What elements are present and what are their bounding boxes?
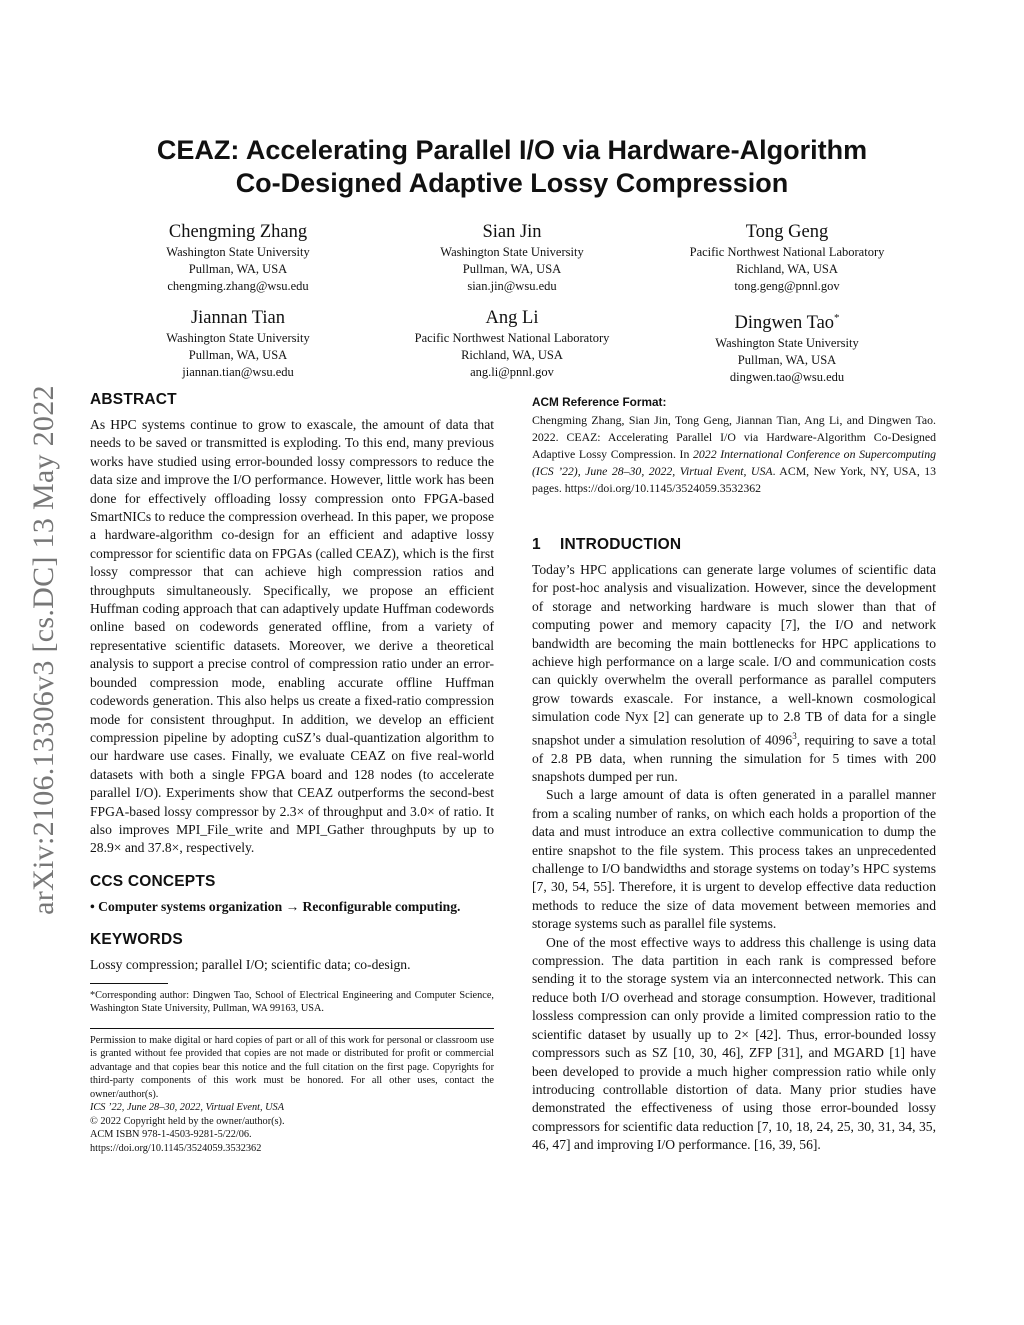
keywords-heading: KEYWORDS: [90, 931, 183, 949]
permission-notice: Permission to make digital or hard copies of part or all of this work for personal or classroom use is granted without fee provided that copies are not made or distributed for profit or commercial advantage and that copies bear this notice and the full citation on the first page. Copyrights for third-party components of this work must be honored. For all other uses, contact the owner/author(s).: [90, 1034, 494, 1100]
author-location: Richland, WA, USA: [736, 262, 838, 276]
author-block: [362, 220, 662, 295]
author-block: [88, 220, 388, 295]
intro-paragraph-3: One of the most effective ways to address this challenge is using data compression. The data partition in each rank is compressed before sending it to the storage system via an interconnected network. This can reduce both I/O overhead and storage consumption. However, traditional lossless compression can only provide a limited compression ratio to the scientific dataset by usually up to 2× [42]. Thus, error-bounded lossy compressors such as SZ [10, 30, 46], ZFP [31], and MGARD [1] have been developed to provide a much higher compression ratio while only introducing controllable distortion of data. Many prior studies have demonstrated the effectiveness of using those error-bounded lossy compressors for scientific data reduction [7, 10, 18, 24, 25, 30, 31, 34, 35, 46, 47] and improving I/O performance. [16, 39, 56].: [532, 934, 936, 1153]
right-column: [532, 390, 936, 1155]
author-location: Pullman, WA, USA: [462, 262, 562, 276]
permission-rule: [90, 1028, 494, 1029]
acm-reference-text: [532, 412, 936, 497]
acm-reference-publisher: . ACM, New York, NY, USA, 13 pages. https://doi.org/10.1145/3524059.3532362: [532, 464, 937, 495]
author-affiliation: Washington State University: [166, 245, 310, 259]
ccs-heading: CCS CONCEPTS: [90, 872, 216, 890]
author-block: [88, 306, 388, 381]
copyright-line: © 2022 Copyright held by the owner/author(s).: [90, 1115, 285, 1127]
abstract-text: As HPC systems continue to grow to exascale, the amount of data that needs to be saved or transmitted is exploding. To this end, many previous works have studied using error-bounded lossy compressors to reduce the data size and improve the I/O performance. However, little work has been done for effectively offloading lossy compression onto FPGA-based SmartNICs to reduce the compression overhead. In this paper, we propose a hardware-algorithm co-design for an efficient and adaptive lossy compressor for scientific data on FPGAs (called CEAZ), which is the first lossy compressor that can achieve high compression ratios and throughputs simultaneously. Specifically, we propose an efficient Huffman coding approach that can adaptively update Huffman codewords online based on codewords generated offline, from a variety of representative scientific datasets. Moreover, we derive a theoretical analysis to support a precise control of compression ratio under an error-bounded compression mode, enabling accurate offline Huffman codewords generation. This also helps us create a fixed-ratio compression mode for consistent throughput. In addition, we develop an efficient compression pipeline by adopting cuSZ’s dual-quantization algorithm to our hardware use cases. Finally, we evaluate CEAZ on five real-world datasets with both a single FPGA board and 128 nodes (to accelerate parallel I/O). Experiments show that CEAZ outperforms the second-best FPGA-based lossy compressor by 2.3× of throughput and 3.0× of ratio. It also improves MPI_File_write and MPI_Gather throughputs by up to 28.9× and 37.8×, respectively.: [90, 417, 494, 856]
conference-venue: ICS ’22, June 28–30, 2022, Virtual Event, USA: [90, 1102, 284, 1114]
author-block: [637, 306, 937, 386]
acm-reference-citation: Chengming Zhang, Sian Jin, Tong Geng, Jiannan Tian, Ang Li, and Dingwen Tao. 2022. CEAZ: Accelerating Parallel I/O via Hardware-Algorithm Co-Designed Adaptive Lossy Compression. In: [532, 413, 936, 461]
author-email: ang.li@pnnl.gov: [470, 365, 554, 379]
author-block: [637, 220, 937, 295]
abstract-heading: ABSTRACT: [90, 391, 177, 408]
keywords-text: Lossy compression; parallel I/O; scientific data; co-design.: [90, 957, 411, 973]
author-name: Sian Jin: [482, 222, 542, 242]
acm-reference-venue: 2022 International Conference on Supercomputing (ICS ’22), June 28–30, 2022, Virtual Event, USA: [532, 447, 936, 478]
ccs-text: • Computer systems organization → Reconfigurable computing.: [90, 898, 461, 914]
author-affiliation: Washington State University: [166, 331, 310, 345]
intro-paragraph-2: Such a large amount of data is often generated in a parallel manner from a scaling number of ranks, on which each holds a proportion of the data and must introduce an extra collective communication to dump the entire snapshot to the file system. This process takes an unprecedented challenge to I/O bandwidths and storage systems on today’s HPC systems [7, 30, 54, 55]. Therefore, it is urgent to develop effective data reduction methods to reduce the size of data movement between memories and storage systems such as parallel file systems.: [532, 787, 936, 932]
footnote-rule: [90, 983, 168, 984]
author-email: dingwen.tao@wsu.edu: [729, 370, 845, 385]
author-name-text: Dingwen Tao: [734, 313, 835, 334]
author-email: chengming.zhang@wsu.edu: [167, 279, 309, 293]
author-name: Tong Geng: [745, 222, 829, 242]
corresponding-author-mark: *: [834, 312, 840, 324]
author-location: Pullman, WA, USA: [188, 262, 288, 276]
author-email: sian.jin@wsu.edu: [467, 279, 557, 293]
author-name: Jiannan Tian: [190, 308, 286, 328]
title-line-1: CEAZ: Accelerating Parallel I/O via Hardware-Algorithm: [156, 135, 868, 165]
section-number: 1: [532, 536, 541, 553]
title-line-2: Co-Designed Adaptive Lossy Compression: [235, 168, 789, 198]
author-block: [362, 306, 662, 381]
intro-p1-text-a: Today’s HPC applications can generate large volumes of scientific data for post-hoc analysis and visualization. However, since the development of storage and networking hardware is much slower than that of computing power and memory capacity [7], the I/O and network bandwidth are becoming the main bottlenecks for HPC applications to achieve high performance on a large scale. I/O and communication costs can quickly overwhelm the overall performance as parallel computers grow towards exascale. For instance, a well-known cosmological simulation code Nyx [2] can generate up to 2.8 TB of data for a single snapshot under a simulation resolution of 4096: [532, 562, 936, 748]
author-affiliation: Washington State University: [715, 336, 859, 351]
intro-paragraph-1: [532, 561, 936, 786]
author-affiliation: Pacific Northwest National Laboratory: [414, 331, 610, 345]
author-email: tong.geng@pnnl.gov: [734, 279, 840, 293]
author-name: Chengming Zhang: [168, 222, 308, 242]
left-column: [90, 390, 494, 1155]
author-name: [637, 306, 937, 335]
author-affiliation: Washington State University: [440, 245, 584, 259]
author-affiliation: Pacific Northwest National Laboratory: [689, 245, 885, 259]
author-email: jiannan.tian@wsu.edu: [182, 365, 294, 379]
corresponding-author-footnote: *Corresponding author: Dingwen Tao, School of Electrical Engineering and Computer Science, Washington State University, Pullman, WA 99163, USA.: [90, 989, 494, 1015]
author-location: Pullman, WA, USA: [737, 353, 837, 368]
author-location: Richland, WA, USA: [461, 348, 563, 362]
section-title: INTRODUCTION: [560, 536, 682, 553]
author-name: Ang Li: [485, 308, 539, 328]
paper-title: [0, 134, 1024, 200]
acm-reference-heading: ACM Reference Format:: [532, 395, 667, 409]
intro-p1-superscript: 3: [792, 730, 797, 741]
arxiv-identifier: arXiv:2106.13306v3 [cs.DC] 13 May 2022: [27, 385, 60, 915]
doi-line: https://doi.org/10.1145/3524059.3532362: [90, 1142, 262, 1154]
intro-p1-text-b: , requiring to save a total of 2.8 PB data, when running the simulation for 5 times with 200 snapshots dumped per run.: [532, 732, 936, 784]
author-location: Pullman, WA, USA: [188, 348, 288, 362]
introduction-heading: [532, 535, 936, 555]
isbn-line: ACM ISBN 978-1-4503-9281-5/22/06.: [90, 1129, 252, 1141]
